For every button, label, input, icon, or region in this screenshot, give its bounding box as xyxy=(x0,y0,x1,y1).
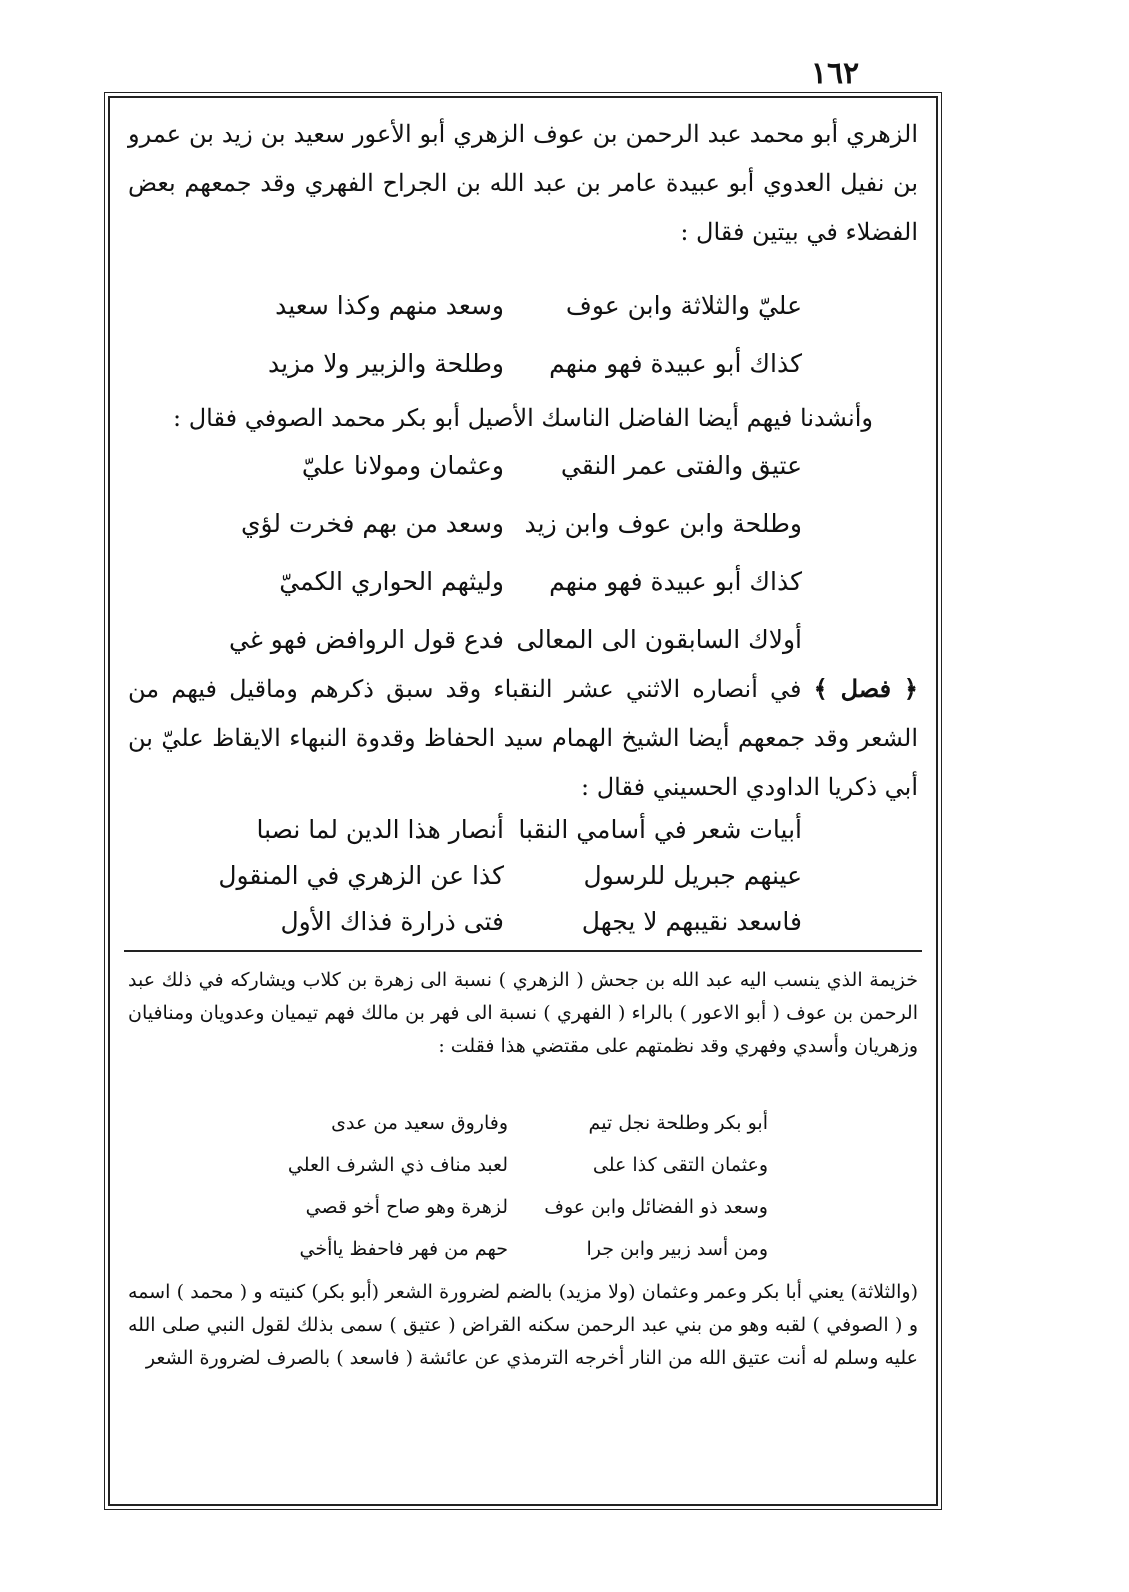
page-frame xyxy=(108,96,938,1506)
verses-group-1 xyxy=(110,276,936,392)
verse-row xyxy=(110,276,936,334)
verse-row xyxy=(110,1186,936,1228)
paragraph-2: وأنشدنا فيهم أيضا الفاضل الناسك الأصيل أبو بكر محمد الصوفي فقال : xyxy=(173,404,873,432)
verse-row xyxy=(110,852,936,898)
verse-second-half: حهم من فهر فاحفظ ياأخي xyxy=(299,1238,508,1260)
verse-second-half: وطلحة والزبير ولا مزيد xyxy=(268,348,504,378)
section-paragraph xyxy=(128,664,918,812)
verse-second-half: فدع قول الروافض فهو غي xyxy=(228,624,504,654)
verse-second-half: فتى ذرارة فذاك الأول xyxy=(280,906,504,936)
verse-first-half: ومن أسد زبير وابن جرا xyxy=(586,1238,768,1260)
verse-second-half: وفاروق سعيد من عدى xyxy=(331,1112,508,1134)
verse-first-half: كذاك أبو عبيدة فهو منهم xyxy=(549,566,802,596)
verse-second-half: لعبد مناف ذي الشرف العلي xyxy=(287,1154,508,1176)
verse-row xyxy=(110,610,936,668)
verses-group-3 xyxy=(110,806,936,944)
intro-paragraph xyxy=(128,110,918,257)
page-number: ١٦٢ xyxy=(810,56,860,91)
verse-first-half: وطلحة وابن عوف وابن زيد xyxy=(524,508,802,538)
verse-second-half: وسعد منهم وكذا سعيد xyxy=(275,290,504,320)
footnote-separator xyxy=(124,950,922,952)
verses-group-2 xyxy=(110,436,936,668)
verse-second-half: وليثهم الحواري الكميّ xyxy=(279,566,504,596)
verse-second-half: لزهرة وهو صاح أخو قصي xyxy=(305,1196,508,1218)
verse-row xyxy=(110,806,936,852)
footnote-text-1: خزيمة الذي ينسب اليه عبد الله بن جحش ( الزهري ) نسبة الى زهرة بن كلاب ويشاركه في ذلك عبد الرحمن بن عوف ( أبو الاعور ) بالراء ( الفهري ) نسبة الى فهر بن مالك فهم تيميان وعدويان ومنافيان وزهريان وأسدي وفهري وقد نظمتهم على مقتضي هذا فقلت : xyxy=(128,969,918,1057)
section-heading: ﴿ فصل ﴾ xyxy=(813,674,918,703)
paragraph-1: الزهري أبو محمد عبد الرحمن بن عوف الزهري أبو الأعور سعيد بن زيد بن عمرو بن نفيل العدوي أبو عبيدة عامر بن عبد الله بن الجراح الفهري وقد جمعهم بعض الفضلاء في بيتين فقال : xyxy=(128,120,918,246)
verse-first-half: عينهم جبريل للرسول xyxy=(583,860,802,890)
paragraph-3 xyxy=(128,664,918,812)
verse-row xyxy=(110,1102,936,1144)
verse-first-half: وعثمان التقى كذا على xyxy=(592,1154,768,1176)
verse-second-half: وسعد من بهم فخرت لؤي xyxy=(240,508,504,538)
verse-row xyxy=(110,552,936,610)
verse-first-half: وسعد ذو الفضائل وابن عوف xyxy=(544,1196,768,1218)
verse-row xyxy=(110,494,936,552)
verse-row xyxy=(110,1144,936,1186)
verse-second-half: أنصار هذا الدين لما نصبا xyxy=(256,814,504,844)
verse-row xyxy=(110,1228,936,1270)
verse-row xyxy=(110,898,936,944)
verse-first-half: عتيق والفتى عمر النقي xyxy=(560,450,802,480)
footnote-paragraph-1 xyxy=(128,964,918,1063)
verse-first-half: أولاك السابقون الى المعالى xyxy=(516,624,802,654)
verse-first-half: أبيات شعر في أسامي النقبا xyxy=(518,814,802,844)
footnote-text-2: (والثلاثة) يعني أبا بكر وعمر وعثمان (ولا مزيد) بالضم لضرورة الشعر (أبو بكر) كنيته و ( محمد ) اسمه و ( الصوفي ) لقبه وهو من بني عبد الرحمن سكنه القراض ( عتيق ) سمى بذلك لقول النبي صلى الله عليه وسلم له أنت عتيق الله من النار أخرجه الترمذي عن عائشة ( فاسعد ) بالصرف لضرورة الشعر xyxy=(128,1281,918,1369)
footnote-verses xyxy=(110,1102,936,1270)
verse-first-half: فاسعد نقيبهم لا يجهل xyxy=(581,906,802,936)
paragraph-3-text: في أنصاره الاثني عشر النقباء وقد سبق ذكرهم وماقيل فيهم من الشعر وقد جمعهم أيضا الشيخ الهمام سيد الحفاظ وقدوة النبهاء الايقاظ عليّ بن أبي ذكريا الداودي الحسيني فقال : xyxy=(128,675,918,801)
verse-second-half: كذا عن الزهري في المنقول xyxy=(218,860,504,890)
footnote-paragraph-2 xyxy=(128,1276,918,1375)
verse-first-half: أبو بكر وطلحة نجل تيم xyxy=(588,1112,768,1134)
verse-first-half: عليّ والثلاثة وابن عوف xyxy=(565,290,802,320)
verse-second-half: وعثمان ومولانا عليّ xyxy=(301,450,504,480)
verse-row xyxy=(110,334,936,392)
verse-row xyxy=(110,436,936,494)
verse-first-half: كذاك أبو عبيدة فهو منهم xyxy=(549,348,802,378)
